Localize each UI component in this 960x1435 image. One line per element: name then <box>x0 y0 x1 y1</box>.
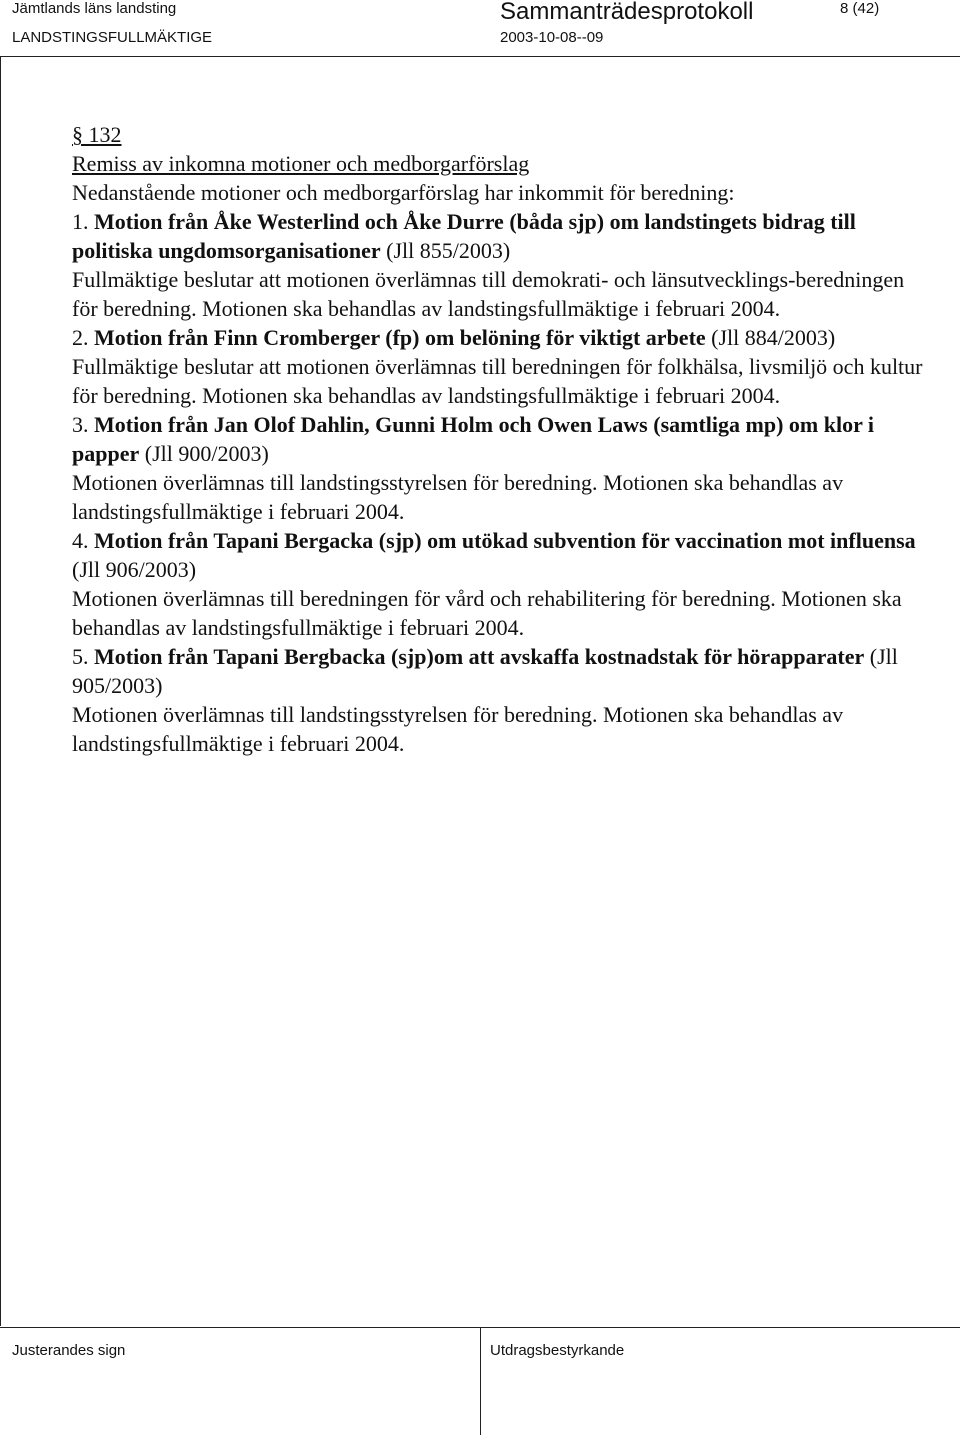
motion-number: 1. <box>72 209 89 234</box>
motion-heading <box>72 207 932 265</box>
motion-number: 4. <box>72 528 89 553</box>
section-number <box>72 120 932 149</box>
motion-number: 3. <box>72 412 89 437</box>
page-number: 8 (42) <box>840 0 880 17</box>
motion-decision: Motionen överlämnas till beredningen för vård och rehabilitering för beredning. Motionen ska behandlas av landstingsfullmäktige i februari 2004. <box>72 586 902 640</box>
left-margin-rule <box>0 56 1 1326</box>
document-date: 2003-10-08--09 <box>500 29 604 46</box>
motion-item <box>72 526 932 642</box>
footer-certification-label: Utdragsbestyrkande <box>490 1342 625 1359</box>
section-mark: § <box>72 122 83 147</box>
section-number-value: 132 <box>88 122 122 147</box>
motion-heading <box>72 410 932 468</box>
motion-title: Motion från Åke Westerlind och Åke Durre (båda sjp) om landstingets bidrag till politiska ungdomsorganisationer <box>72 209 856 263</box>
motion-heading <box>72 526 932 584</box>
motion-item <box>72 323 932 410</box>
motion-title: Motion från Tapani Bergacka (sjp) om utökad subvention för vaccination mot influensa <box>94 528 916 553</box>
section-intro: Nedanstående motioner och medborgarförslag har inkommit för beredning: <box>72 180 735 205</box>
motion-reference: (Jll 855/2003) <box>386 238 511 263</box>
motion-reference: (Jll 900/2003) <box>144 441 269 466</box>
motion-reference: (Jll 905/2003) <box>72 644 898 698</box>
motion-item <box>72 207 932 323</box>
motion-reference: (Jll 884/2003) <box>711 325 836 350</box>
motion-decision: Motionen överlämnas till landstingsstyrelsen för beredning. Motionen ska behandlas av landstingsfullmäktige i februari 2004. <box>72 470 844 524</box>
motion-number: 5. <box>72 644 89 669</box>
motion-decision: Motionen överlämnas till landstingsstyrelsen för beredning. Motionen ska behandlas av landstingsfullmäktige i februari 2004. <box>72 702 844 756</box>
motion-item <box>72 410 932 526</box>
body-name: LANDSTINGSFULLMÄKTIGE <box>12 29 213 46</box>
motion-number: 2. <box>72 325 89 350</box>
footer-signature-label: Justerandes sign <box>12 1342 126 1359</box>
document-title: Sammanträdesprotokoll <box>500 0 754 25</box>
motion-decision: Fullmäktige beslutar att motionen överlämnas till demokrati- och länsutvecklings-beredningen för beredning. Motionen ska behandlas av landstingsfullmäktige i februari 2004. <box>72 267 905 321</box>
motion-decision: Fullmäktige beslutar att motionen överlämnas till beredningen för folkhälsa, livsmiljö och kultur för beredning. Motionen ska behandlas av landstingsfullmäktige i februari 2004. <box>72 354 923 408</box>
motion-item <box>72 642 932 758</box>
motion-heading <box>72 642 932 700</box>
header-divider <box>0 56 960 57</box>
section-title: Remiss av inkomna motioner och medborgarförslag <box>72 151 530 176</box>
motion-title: Motion från Finn Cromberger (fp) om belöning för viktigt arbete <box>94 325 706 350</box>
motion-reference: (Jll 906/2003) <box>72 557 197 582</box>
organization-name: Jämtlands läns landsting <box>12 0 177 17</box>
motion-title: Motion från Tapani Bergbacka (sjp)om att avskaffa kostnadstak för hörapparater <box>94 644 865 669</box>
footer-column-divider <box>480 1327 481 1435</box>
document-body <box>72 120 932 758</box>
motion-heading <box>72 323 932 352</box>
motion-title: Motion från Jan Olof Dahlin, Gunni Holm och Owen Laws (samtliga mp) om klor i papper <box>72 412 875 466</box>
